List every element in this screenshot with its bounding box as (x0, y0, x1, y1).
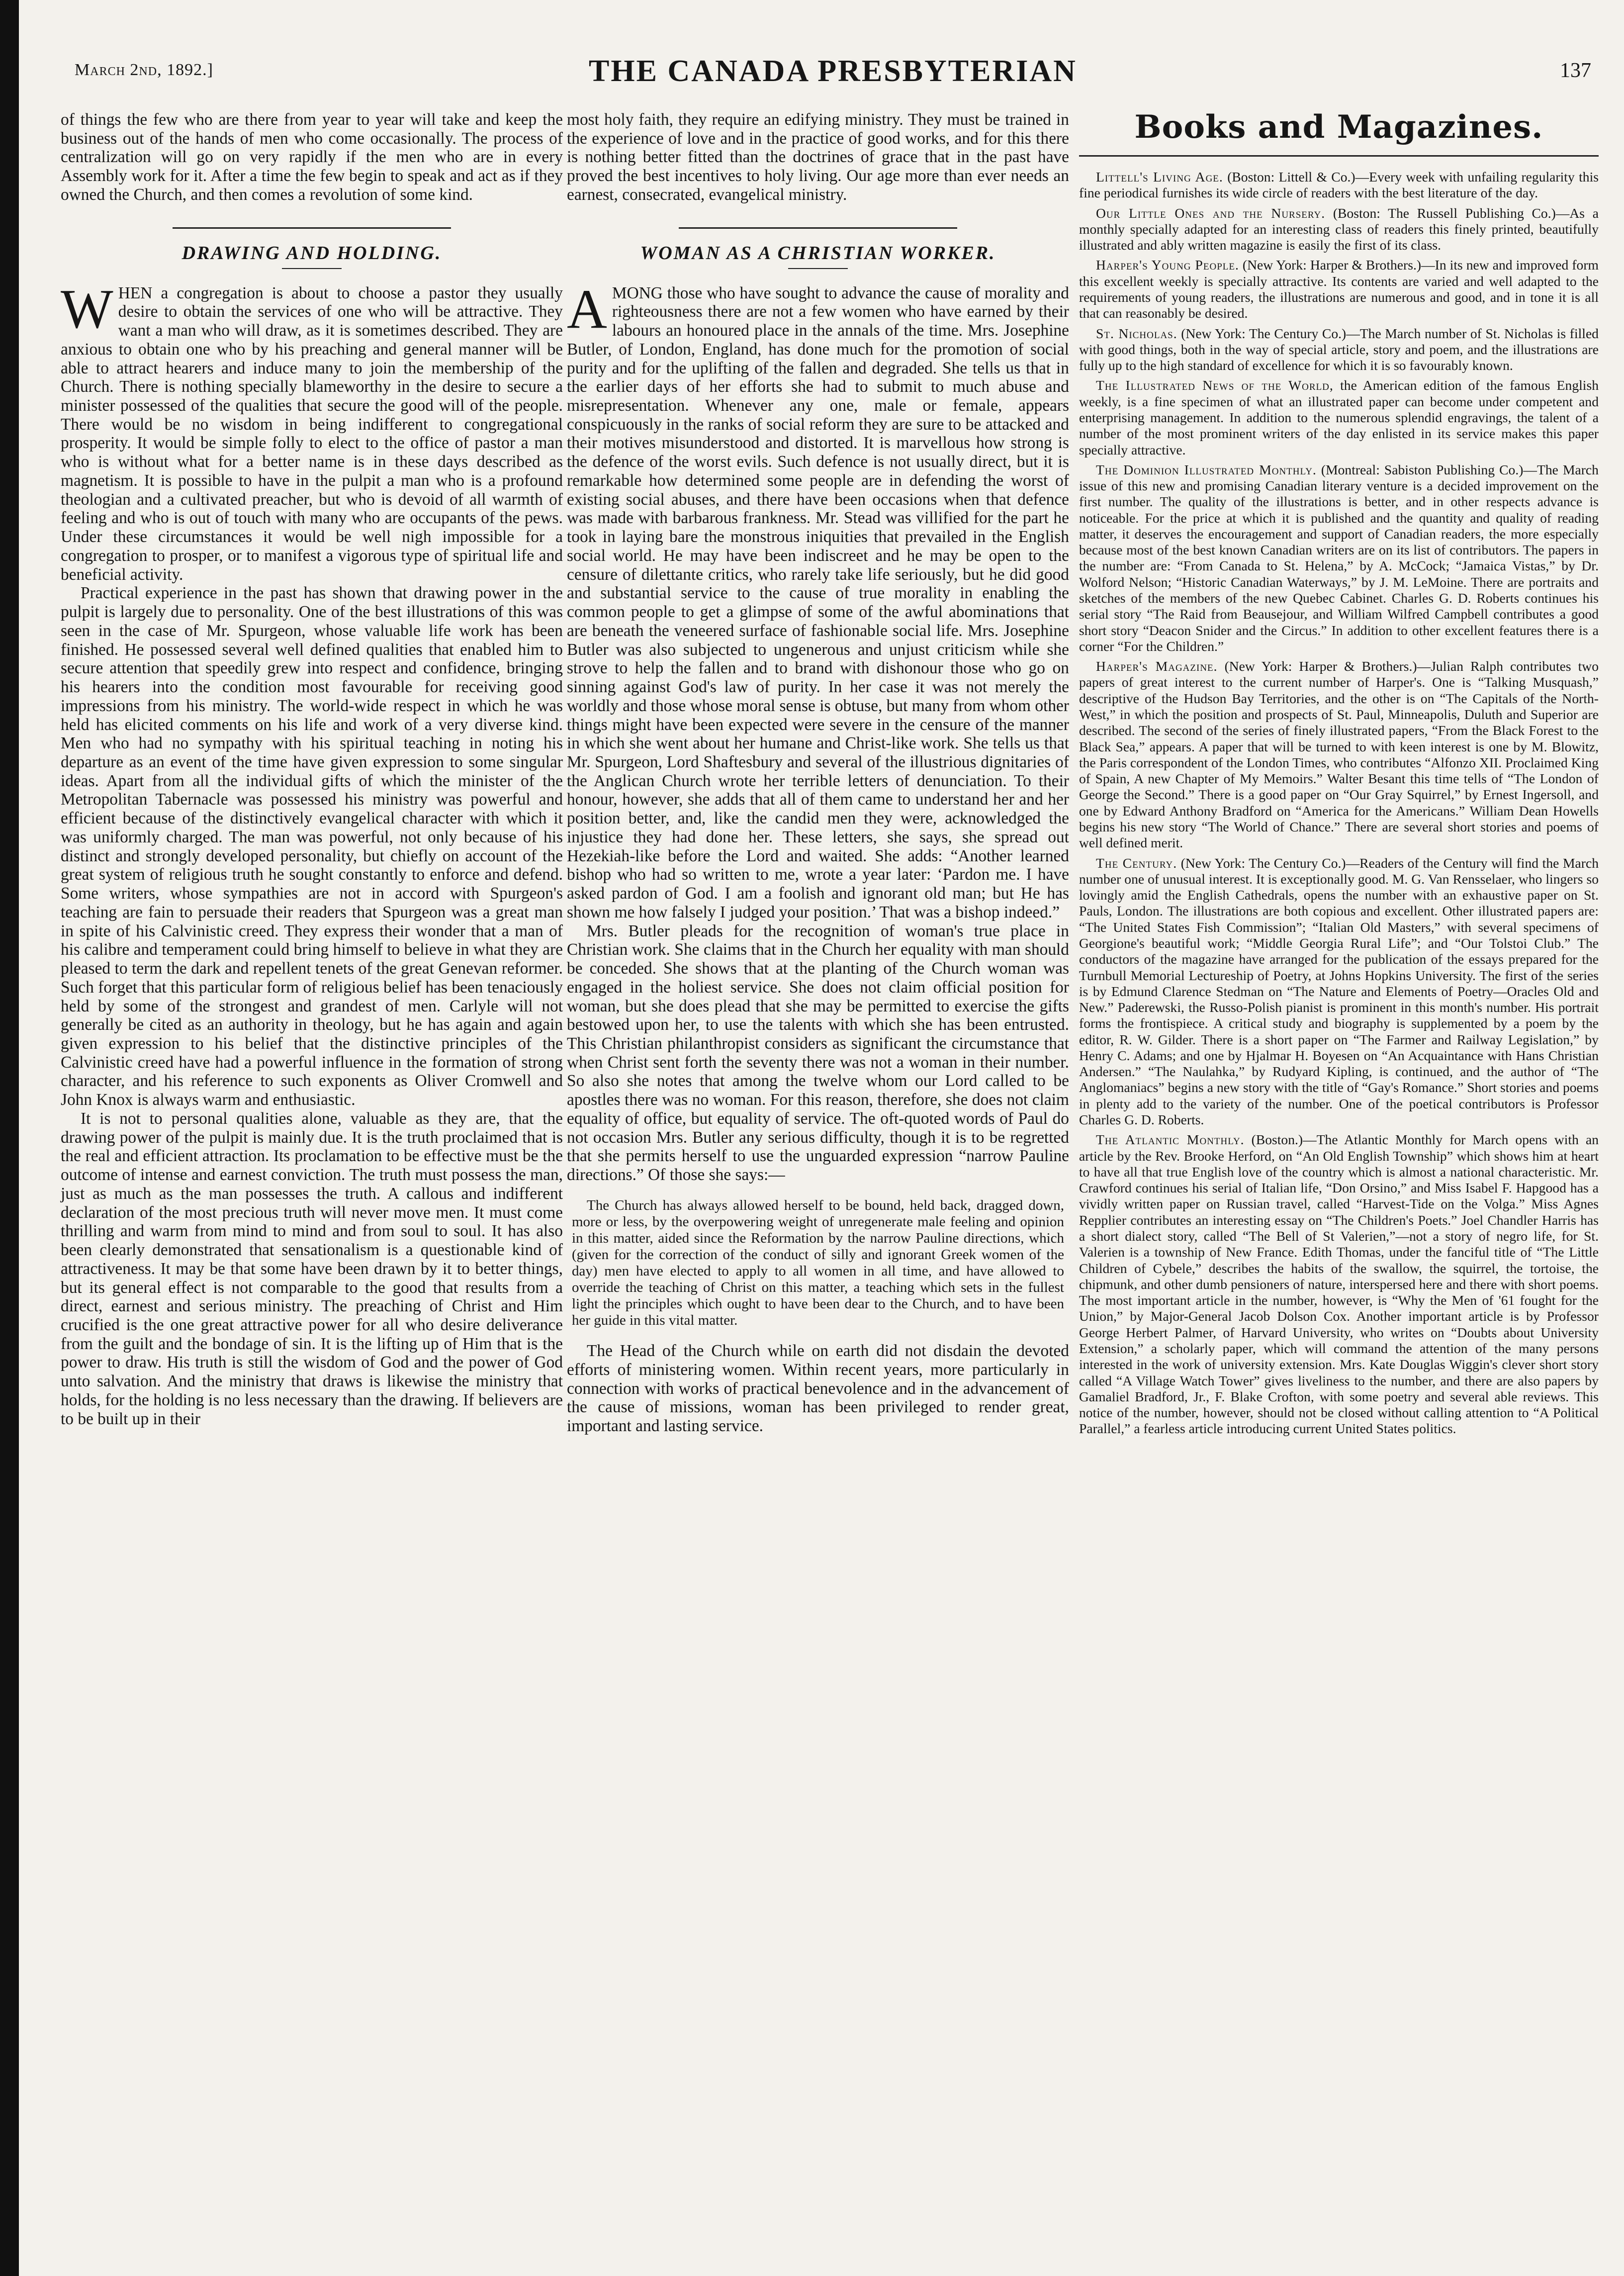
article-paragraph: The Head of the Church while on earth did not disdain the devoted efforts of ministering women. Within recent years, more particularly in connection with works of practical benevolence and in the advancement of the cause of missions, woman has been privileged to render great, important and lasting service. (567, 1342, 1069, 1436)
page-spine-shadow (0, 0, 19, 2276)
review-item: St. Nicholas. (New York: The Century Co.)—The March number of St. Nicholas is filled with good things, both in the way of special article, story and poem, and the illustrations are fully up to the high standard of excellence for which it is so favourably known. (1079, 325, 1599, 373)
review-item: The Illustrated News of the World, the American edition of the famous English weekly, is a fine specimen of what an illustrated paper can become under competent and enterprising management. In addition to the numerous splendid engravings, the talent of a number of the most prominent writers of the day enlisted in its service makes this paper specially attractive. (1079, 377, 1599, 457)
review-item: The Dominion Illustrated Monthly. (Montreal: Sabiston Publishing Co.)—The March issue of this new and promising Canadian literary venture is a decided improvement on the first number. The quality of the illustrations is better, and in other respects advance is noticeable. For the price at which it is published and the quantity and quality of reading matter, it deserves the encouragement and support of Canadian readers, the more especially because most of the best known Canadian writers are on its list of contributors. The papers in the number are: “From Canada to St. Helena,” by A. McCock; “Jamaica Vistas,” by Dr. Wolford Nelson; “Historic Canadian Waterways,” by J. M. LeMoine. There are portraits and sketches of the members of the new Quebec Cabinet. Charles G. D. Roberts continues his serial story “The Raid from Beausejour, and William Wilfred Campbell contributes a good short story “Deacon Snider and the Circus.” In addition to other excellent features there is a corner “For the Children.” (1079, 461, 1599, 654)
review-item: Harper's Magazine. (New York: Harper & Brothers.)—Julian Ralph contributes two papers of great interest to the current number of Harper's. One is “Talking Musquash,” descriptive of the Hudson Bay Territories, and the other is on “The Capitals of the North-West,” in which the position and prospects of St. Paul, Minneapolis, Duluth and Superior are described. The second of the series of finely illustrated papers, “From the Black Forest to the Black Sea,” appears. A paper that will be turned to with keen interest is one by M. Blowitz, the Paris correspondent of the London Times, who contributes “Alfonzo XII. Proclaimed King of Spain, A new Chapter of My Memoirs.” Walter Besant this time tells of “The London of George the Second.” There is a good paper on “Our Gray Squirrel,” by Ernest Ingersoll, and one by Edward Anthony Bradford on “America for the Americans.” William Dean Howells begins his new story “The World of Chance.” There are several short stories and poems of well defined merit. (1079, 658, 1599, 851)
article-paragraph: Practical experience in the past has shown that drawing power in the pulpit is largely due to personality. One of the best illustrations of this was seen in the case of Mr. Spurgeon, whose valuable life work has been finished. He possessed several well defined qualities that enabled him to secure attention that speedily grew into respect and confidence, bringing his hearers into the condition most favourable for receiving good impressions from his ministry. The world-wide respect in which he was held has elicited comments on his life and work of a very diverse kind. Men who had no sympathy with his spiritual teaching in noting his departure as an event of the time have given expression to some singular ideas. Apart from all the individual gifts of which the minister of the Metropolitan Tabernacle was possessed his ministry was powerful and efficient because of the distinctively evangelical character with which it was uniformly charged. The man was powerful, not only because of his distinct and strongly developed personality, but chiefly on account of the great system of religious truth he sought constantly to enforce and defend. Some writers, whose sympathies are not in accord with Spurgeon's teaching are fain to persuade their readers that Spurgeon was a great man in spite of his Calvinistic creed. They express their wonder that a man of his calibre and temperament could bring himself to believe in what they are pleased to term the dark and repellent tenets of the great Genevan reformer. Such forget that this particular form of religious belief has been tenaciously held by some of the strongest and grandest of men. Carlyle will not generally be cited as an authority in theology, but he has again and again given expression to his belief that the distinctive principles of the Calvinistic creed have had a powerful influence in the formation of strong character, and his reference to such exponents as Oliver Cromwell and John Knox is always warm and enthusiastic. (61, 584, 563, 1109)
continuation-text: of things the few who are there from year to year will take and keep the business out of the hands of men who come occasionally. The process of centralization will go on very rapidly if the men who are in every Assembly work for it. After a time the few begin to speak and act as if they owned the Church, and then comes a revolution of some kind. (61, 110, 563, 204)
review-item: Littell's Living Age. (Boston: Littell & Co.)—Every week with unfailing regularity this fine periodical furnishes its wide circle of readers with the best literature of the day. (1079, 169, 1599, 201)
column-middle (567, 110, 1069, 1436)
review-item: Our Little Ones and the Nursery. (Boston: The Russell Publishing Co.)—As a monthly specially adapted for an interesting class of readers this finely printed, beautifully illustrated and ably written magazine is easily the first of its class. (1079, 205, 1599, 253)
article-title-drawing-and-holding: DRAWING AND HOLDING. (181, 242, 442, 264)
newspaper-title: THE CANADA PRESBYTERIAN (589, 54, 1077, 88)
title-underline (788, 268, 848, 269)
article-paragraph: Mrs. Butler pleads for the recognition of woman's true place in Christian work. She claims that in the Church her equality with man should be conceded. She shows that at the planting of the Church woman was engaged in the holiest service. She does not claim official position for woman, but she does plead that she may be permitted to exercise the gifts bestowed upon her, to use the talents with which she has been entrusted. This Christian philanthropist considers as significant the circumstance that when Christ sent forth the seventy there was not a woman in their number. So also she notes that among the twelve whom our Lord called to be apostles there was no woman. For this reason, therefore, she does not claim equality of office, but equality of service. The oft-quoted words of Paul do not occasion Mrs. Butler any serious difficulty, though it is to be regretted that she permits herself to use the unguarded expression “narrow Pauline directions.” Of those she says:— (567, 921, 1069, 1184)
article-paragraph: WHEN a congregation is about to choose a pastor they usually desire to obtain the services of one who will be attractive. They want a man who will draw, as it is sometimes described. They are anxious to obtain one who by his preaching and general manner will be able to attract hearers and induce many to join the membership of the Church. There is nothing specially blameworthy in the desire to secure a minister possessed of the qualities that secure the good will of the people. There would be no wisdom in being indifferent to congregational prosperity. It would be simple folly to elect to the office of pastor a man who is without what for a better name is in these days described as magnetism. It is possible to have in the pulpit a man who is a profound theologian and a cultivated preacher, but who is devoid of all warmth of feeling and who is out of touch with many who are occupants of the pews. Under these circumstances it would be well nigh impossible for a congregation to prosper, or to manifest a vigorous type of spiritual life and beneficial activity. (61, 278, 563, 584)
column-right-reviews (1079, 169, 1599, 1441)
article-title-woman-christian-worker: WOMAN AS A CHRISTIAN WORKER. (640, 242, 996, 264)
column-left (61, 110, 563, 1428)
drop-cap: W (61, 278, 113, 340)
issue-date: March 2nd, 1892.] (75, 61, 213, 79)
article-paragraph: It is not to personal qualities alone, valuable as they are, that the drawing power of the pulpit is mainly due. It is the truth proclaimed that is the real and efficient attraction. Its proclamation to be effective must be the outcome of intense and earnest conviction. The truth must possess the man, just as much as the man possesses the truth. A callous and indifferent declaration of the most precious truth will never move men. It must come thrilling and warm from mind to mind and from soul to soul. It has also been clearly demonstrated that sensationalism is a questionable kind of attractiveness. It may be that some have been drawn by it to better things, but its general effect is not comparable to the good that results from a direct, earnest and serious ministry. The preaching of Christ and Him crucified is the one great attractive power for all who desire deliverance from the guilt and the bondage of sin. It is the lifting up of Him that is the power to draw. His truth is still the wisdom of God and the power of God unto salvation. And the ministry that draws is likewise the ministry that holds, for the holding is no less necessary than the drawing. If believers are to be built up in their (61, 1109, 563, 1428)
review-item: The Atlantic Monthly. (Boston.)—The Atlantic Monthly for March opens with an article by the Rev. Brooke Herford, on “An Old English Township” which shows him at heart to have all that true English love of the country which is almost a national characteristic. Mr. Crawford continues his serial of Italian life, “Don Orsino,” and Miss Isabel F. Hapgood has a vividly written paper on Russian travel, called “Harvest-Tide on the Volga.” Miss Agnes Repplier contributes an interesting essay on “The Children's Poets.” Joel Chandler Harris has a short dialect story, called “The Bell of St Valerien,”—not a story of negro life, for St. Valerien is a township of New France. Edith Thomas, under the fanciful title of “The Little Children of Cybele,” describes the habits of the swallow, the squirrel, the tortoise, the chipmunk, and other dumb pensioners of nature, interspersed here and there with short poems. The most important article in the number, however, is “Why the Men of '61 fought for the Union,” by Major-General Jacob Dolson Cox. Another important article is by Professor George Herbert Palmer, of Harvard University, who writes on “Doubts about University Extension,” a scholarly paper, which will command the attention of the many persons interested in the work of university extension. Mrs. Kate Douglas Wiggin's clever short story called “A Village Watch Tower” gives liveliness to the number, and there are also papers by Gamaliel Bradford, Jr., F. Blake Crofton, with some poetry and several able reviews. This notice of the number, however, should not be closed without calling attention to “A Political Parallel,” a fearless article introducing current United States politics. (1079, 1132, 1599, 1437)
review-item: The Century. (New York: The Century Co.)—Readers of the Century will find the March number one of unusual interest. It is exceptionally good. M. G. Van Rensselaer, who lingers so lovingly amid the English Cathedrals, opens the number with an exhaustive paper on St. Pauls, London. The illustrations are both copious and excellent. Other illustrated papers are: “The United States Fish Commission”; “Italian Old Masters,” with several specimens of Georgione's beautiful work; “Middle Georgia Rural Life”; and “Our Tolstoi Club.” The conductors of the magazine have arranged for the publication of the essays prepared for the Turnbull Memorial Lectureship of Poetry, at Johns Hopkins University. The first of the series is by Edmund Clarence Stedman on “The Nature and Elements of Poetry—Oracles Old and New.” Paderewski, the Russo-Polish pianist is prominent in this month's number. His portrait forms the frontispiece. A critical study and biography is supplemented by a poem by the editor, R. W. Gilder. There is a short paper on “The Farmer and Railway Legislation,” by Henry C. Adams; and one by Hjalmar H. Boyesen on “An Acquaintance with Hans Christian Andersen.” “The Naulahka,” by Rudyard Kipling, is continued, and the author of “The Anglomaniacs” begins a new story with the title of “Gay's Romance.” Short stories and poems in plenty add to the variety of the number. One of the poetical contributors is Professor Charles G. D. Roberts. (1079, 855, 1599, 1128)
continuation-text: most holy faith, they require an edifying ministry. They must be trained in the experience of love and in the practice of good works, and for this there is nothing better fitted than the doctrines of grace that in the past have proved the best incentives to holy living. Our age more than ever needs an earnest, consecrated, evangelical ministry. (567, 110, 1069, 204)
heading-rule (1079, 155, 1599, 157)
review-item: Harper's Young People. (New York: Harper & Brothers.)—In its new and improved form this excellent weekly is specially attractive. Its contents are varied and well adapted to the requirements of young readers, the illustrations are numerous and good, and in tone it is all that can reasonably be desired. (1079, 257, 1599, 321)
books-and-magazines-heading: Books and Magazines. (1134, 108, 1543, 146)
title-underline (282, 268, 342, 269)
page-header (75, 54, 1591, 93)
section-divider (679, 227, 957, 229)
block-quote: The Church has always allowed herself to be bound, held back, dragged down, more or less, by the overpowering weight of unregenerate male feeling and opinion in this matter, aided since the Reformation by the narrow Pauline directions, which (given for the correction of the conduct of silly and ignorant Greek women of the day) men have elected to apply to all women in all time, and have allowed to override the teaching of Christ on this matter, a teaching which sets in the fullest light the principles which ought to have been dear to the Church, and to have been her guide in this vital matter. (572, 1197, 1064, 1329)
section-divider (173, 227, 451, 229)
article-paragraph: AMONG those who have sought to advance the cause of morality and righteousness there are not a few women who have earned by their labours an honoured place in the annals of the time. Mrs. Josephine Butler, of London, England, has done much for the promotion of social purity and for the uplifting of the fallen and degraded. She tells us that in the earlier days of her efforts she had to submit to much abuse and misrepresentation. Whenever any one, male or female, appears conspicuously in the ranks of social reform they are sure to be attacked and their motives misunderstood and distorted. It is marvellous how strong is the defence of the worst evils. Such defence is not usually direct, but it is remarkable how determined some people are in defending the worst of existing social abuses, and there have been occasions when that defence was made with barbarous frankness. Mr. Stead was villified for the part he took in laying bare the monstrous iniquities that prevailed in the English social world. He may have been indiscreet and he may be open to the censure of dilettante critics, who rarely take life seriously, but he did good and substantial service to the cause of true morality in enabling the common people to get a glimpse of some of the awful abominations that are beneath the veneered surface of fashionable social life. Mrs. Josephine Butler was also subjected to ungenerous and unjust criticism while she strove to help the fallen and to brand with dishonour those who go on sinning against God's law of purity. In her case it was not merely the worldly and those whose moral sense is obtuse, but many from whom other things might have been expected were severe in the censure of the manner in which she went about her humane and Christ-like work. She tells us that Mr. Spurgeon, Lord Shaftesbury and several of the illustrious dignitaries of the Anglican Church wrote her terrible letters of denunciation. To their honour, however, she adds that all of them came to understand her and her position better, and, like the candid men they were, acknowledged the injustice they had done her. These letters, she says, she spread out Hezekiah-like before the Lord and waited. She adds: “Another learned bishop who had so written to me, wrote a year later: ‘Pardon me. I have asked pardon of God. I am a foolish and ignorant old man; but He has shown me how falsely I judged your position.’ That was a bishop indeed.” (567, 278, 1069, 921)
drop-cap: A (567, 278, 607, 340)
page-number: 137 (1560, 59, 1591, 82)
